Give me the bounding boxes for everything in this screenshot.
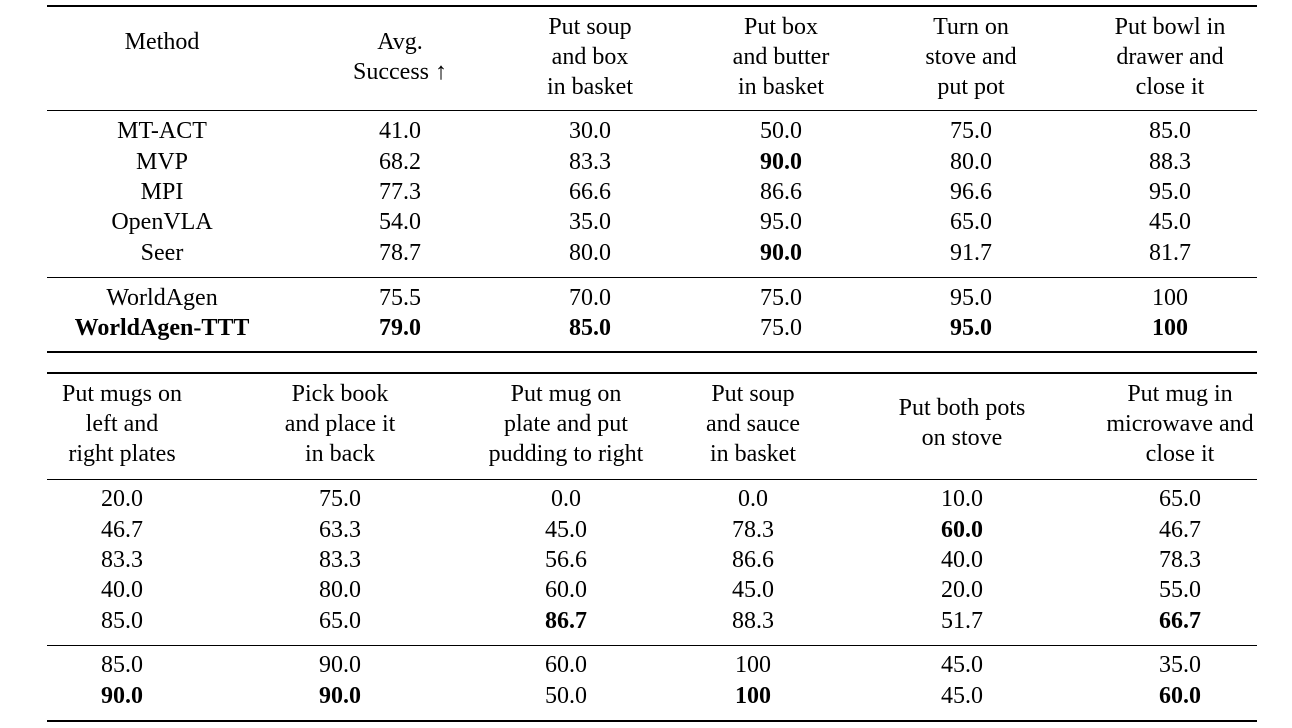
bottom-header-line: Put mug on [510,381,622,407]
bottom-header-col-1 [285,379,396,469]
bottom-cell: 50.0 [545,683,587,709]
bottom-cell: 83.3 [319,547,361,573]
top-header-line: Put bowl in [1114,14,1226,40]
top-cell: MT-ACT [117,118,207,144]
bottom-cell: 90.0 [319,683,361,709]
bottom-cell: 85.0 [101,652,143,678]
top-cell: 66.6 [569,179,611,205]
bottom-header-line: in basket [710,441,796,467]
bottom-cell: 60.0 [545,652,587,678]
top-cell: 80.0 [569,240,611,266]
bottom-header-line: microwave and [1106,411,1254,437]
bottom-cell: 20.0 [941,577,983,603]
bottom-rule-3 [47,720,1257,722]
bottom-cell: 45.0 [941,652,983,678]
bottom-cell: 40.0 [101,577,143,603]
bottom-cell: 20.0 [101,486,143,512]
top-cell: 100 [1152,315,1188,341]
top-header-col-0 [125,27,200,57]
bottom-cell: 45.0 [941,683,983,709]
bottom-cell: 86.6 [732,547,774,573]
bottom-header-line: left and [85,411,159,437]
top-rule-3 [47,351,1257,353]
top-cell: 95.0 [760,209,802,235]
top-cell: 75.0 [760,315,802,341]
bottom-cell: 0.0 [738,486,768,512]
top-cell: OpenVLA [111,209,213,235]
top-cell: 35.0 [569,209,611,235]
bottom-cell: 51.7 [941,608,983,634]
bottom-cell: 0.0 [551,486,581,512]
top-cell: 70.0 [569,285,611,311]
bottom-header-line: Put soup [711,381,795,407]
bottom-header-line: Put both pots [898,395,1026,421]
top-rule-2 [47,277,1257,278]
bottom-cell: 60.0 [941,517,983,543]
top-cell: 95.0 [1149,179,1191,205]
bottom-header-col-4 [899,393,1026,453]
bottom-cell: 10.0 [941,486,983,512]
top-rule-0 [47,5,1257,7]
top-cell: 90.0 [760,240,802,266]
bottom-cell: 40.0 [941,547,983,573]
bottom-header-line: Pick book [291,381,389,407]
top-cell: 100 [1152,285,1188,311]
bottom-cell: 100 [735,683,771,709]
top-cell: 81.7 [1149,240,1191,266]
bottom-cell: 83.3 [101,547,143,573]
top-header-col-1 [353,27,447,87]
top-cell: WorldAgen [106,285,218,311]
bottom-header-line: Put mugs on [61,381,183,407]
top-header-line: Put soup [548,14,632,40]
bottom-cell: 60.0 [545,577,587,603]
top-cell: WorldAgen-TTT [74,315,250,341]
top-header-col-3 [733,12,830,102]
bottom-cell: 56.6 [545,547,587,573]
top-cell: 41.0 [379,118,421,144]
top-cell: 79.0 [379,315,421,341]
bottom-cell: 55.0 [1159,577,1201,603]
top-cell: 45.0 [1149,209,1191,235]
top-header-col-2 [547,12,633,102]
bottom-cell: 78.3 [732,517,774,543]
top-cell: 90.0 [760,149,802,175]
bottom-header-col-3 [706,379,800,469]
top-header-line: Method [124,29,200,55]
top-header-line: drawer and [1116,44,1224,70]
top-cell: MPI [140,179,184,205]
bottom-cell: 78.3 [1159,547,1201,573]
top-cell: 95.0 [950,285,992,311]
bottom-cell: 90.0 [319,652,361,678]
bottom-cell: 90.0 [101,683,143,709]
top-cell: 85.0 [1149,118,1191,144]
top-cell: 68.2 [379,149,421,175]
top-cell: 80.0 [950,149,992,175]
top-header-col-4 [925,12,1016,102]
bottom-rule-0 [47,372,1257,374]
top-header-line: Success ↑ [353,59,447,85]
top-cell: 86.6 [760,179,802,205]
bottom-header-col-5 [1106,379,1253,469]
top-cell: 91.7 [950,240,992,266]
top-cell: 95.0 [950,315,992,341]
bottom-cell: 75.0 [319,486,361,512]
bottom-cell: 46.7 [101,517,143,543]
bottom-rule-2 [47,645,1257,646]
top-header-line: Put box [743,14,819,40]
bottom-cell: 65.0 [1159,486,1201,512]
top-cell: 88.3 [1149,149,1191,175]
bottom-header-line: plate and put [504,411,628,437]
bottom-cell: 100 [735,652,771,678]
top-cell: 96.6 [950,179,992,205]
top-cell: 54.0 [379,209,421,235]
top-header-line: close it [1135,74,1205,100]
top-header-col-5 [1115,12,1226,102]
bottom-cell: 63.3 [319,517,361,543]
bottom-header-line: right plates [68,441,176,467]
bottom-cell: 60.0 [1159,683,1201,709]
bottom-cell: 85.0 [101,608,143,634]
top-cell: Seer [140,240,184,266]
bottom-cell: 65.0 [319,608,361,634]
bottom-cell: 45.0 [545,517,587,543]
top-header-line: in basket [738,74,824,100]
top-cell: 78.7 [379,240,421,266]
top-cell: 75.0 [950,118,992,144]
bottom-cell: 88.3 [732,608,774,634]
top-cell: 77.3 [379,179,421,205]
bottom-header-col-0 [62,379,182,469]
top-cell: MVP [135,149,189,175]
top-header-line: Avg. [377,29,423,55]
bottom-header-line: pudding to right [488,441,644,467]
top-cell: 75.0 [760,285,802,311]
top-cell: 75.5 [379,285,421,311]
bottom-header-line: on stove [921,425,1003,451]
top-cell: 50.0 [760,118,802,144]
top-header-line: and box [551,44,629,70]
top-header-line: put pot [937,74,1005,100]
bottom-header-line: close it [1145,441,1215,467]
top-cell: 85.0 [569,315,611,341]
bottom-cell: 35.0 [1159,652,1201,678]
bottom-cell: 45.0 [732,577,774,603]
top-cell: 30.0 [569,118,611,144]
top-cell: 65.0 [950,209,992,235]
top-header-line: and butter [732,44,830,70]
bottom-cell: 80.0 [319,577,361,603]
top-header-line: in basket [547,74,633,100]
top-cell: 83.3 [569,149,611,175]
bottom-rule-1 [47,479,1257,480]
bottom-cell: 66.7 [1159,608,1201,634]
bottom-cell: 46.7 [1159,517,1201,543]
bottom-header-line: and place it [284,411,396,437]
top-header-line: Turn on [933,14,1009,40]
top-header-line: stove and [925,44,1017,70]
bottom-header-line: and sauce [706,411,800,437]
bottom-cell: 86.7 [545,608,587,634]
bottom-header-line: in back [305,441,375,467]
bottom-header-col-2 [489,379,644,469]
bottom-header-line: Put mug in [1127,381,1233,407]
top-rule-1 [47,110,1257,111]
